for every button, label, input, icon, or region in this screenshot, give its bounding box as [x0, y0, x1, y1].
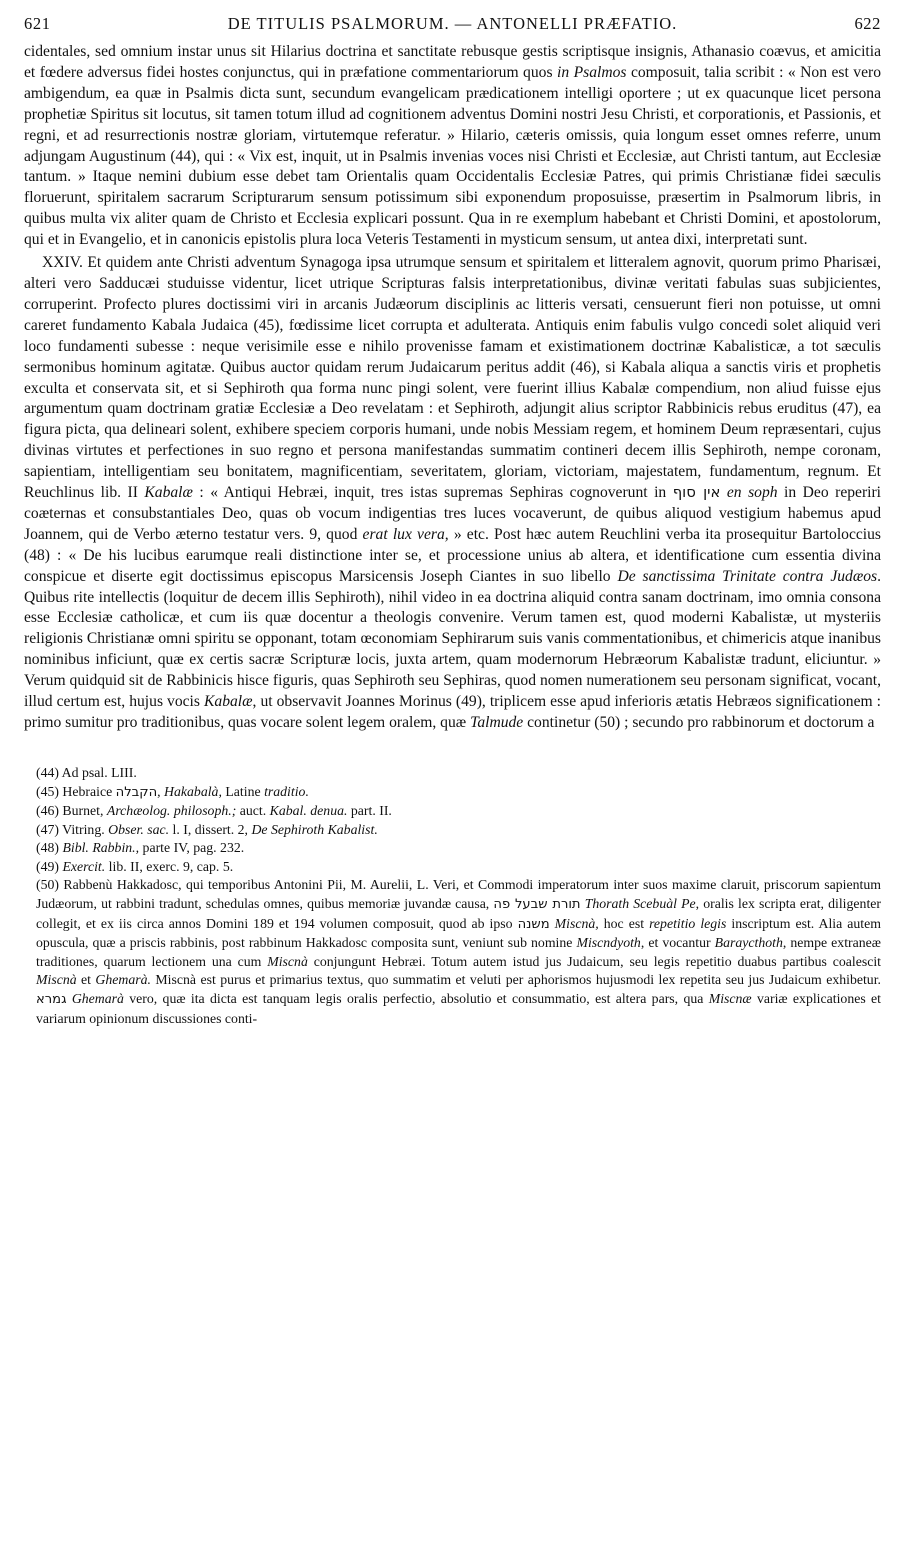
italic-run: Miscnà, [554, 915, 599, 931]
text-run: : « Antiqui Hebræi, inquit, tres istas supremas Sephiras cognoverunt in [192, 484, 673, 502]
italic-run: traditio. [264, 783, 309, 799]
italic-run: Thorath Scebuàl Pe [584, 896, 696, 912]
italic-run: Obser. sac. [108, 821, 170, 837]
text-run: , oralis lex scripta erat, diligenter collegit, et ex iis circa annos Domini 189 et 194 volumen composuit, quod ab ipso [36, 896, 881, 931]
italic-run: Kabal. denua. [269, 803, 348, 819]
italic-run: Kabalæ [204, 693, 253, 711]
text-run: (48) [36, 840, 63, 856]
italic-run: Exercit. [62, 858, 106, 874]
text-run: (44) Ad psal. LIII. [36, 764, 137, 780]
text-run: , et vocantur [640, 935, 715, 951]
running-title: DE TITULIS PSALMORUM. — ANTONELLI PRÆFATIO. [227, 14, 678, 33]
italic-run: Archæolog. philosoph.; [106, 803, 237, 819]
hebrew-word: תורת שבעל פה [493, 897, 581, 913]
footnote [24, 821, 881, 840]
hebrew-word: גמרא [36, 992, 67, 1008]
paragraph-continued [24, 42, 881, 251]
text-run: » etc. Post hæc autem Reuchlini verba ita prosequitur Bartoloccius (48) : « De his lucibus earumque reali distinctione inter se, et processione unius ab altera, et identificatione cum essentia divina conspicue et diserte egit doctissimus episcopus Marsicensis Joseph Ciantes in suo libello [24, 525, 881, 585]
italic-run: erat lux vera, [362, 525, 449, 543]
text-run: XXIV. Et quidem ante Christi adventum Synagoga ipsa utrumque sensum et spiritalem et litteralem agnovit, quorum primo Pharisæi, alteri vero Sadducæi studuisse videntur, licet utrique Scripturas falsis interpretationibus, divinæ veritati fabulas suas subjicientes, corruperint. Profecto plures doctissimi viri in arcanis Judæorum disciplinis ac litteris versati, censuerunt fieri non potuisse, ut omni careret fundamento Kabala Judaica (45), fœdissime licet corrupta et adulterata. Antiquis enim fabulis vulgo concedi solet aliquid veri loco fundamenti subesse : neque verisimile esse e nihilo provenisse famam et existimationem doctrinæ Kabalisticæ, a tot sæculis sermonibus hominum agitatæ. Quibus auctor quidam rerum Judaicarum peritus addit (46), si Kabala aliqua a sanctis viris et prophetis exculta et conservata sit, et si Sephiroth qua forma nunc pingi solent, vere fuerint illius Kabalæ compendium, non aliud fuisse ejus argumentum quam doctrinam gratiæ Ecclesiæ a Deo revelatam : et Sephiroth, adjungit alius scriptor Rabbinicis rebus eruditus (47), ea figura picta, qua delineari solent, exhibere speciem corporis humani, unde nobis Messiam regem, et hominem Deum repræsentari, cujus divinas virtutes et perfectiones in suo regno et persona manifestandas summatim contineri decem illis Sephiroth, nempe coronam, sapientiam, intelligentiam seu bonitatem, magnificentiam, severitatem, gloriam, victoriam, majestatem, fundamentum, regnum. Et Reuchlinus lib. II [24, 254, 881, 502]
text-run: in Deo reperiri coæternas et consubstantiales Deo, quas ob vocum indigentias tres luces vocaverunt, de quibus aliquod vestigium habemus apud Joannem, qui de Verbo æterno testatur vers. 9, quod [24, 484, 882, 543]
italic-run: Talmude [470, 714, 524, 731]
text-run: parte IV, pag. 232. [139, 840, 245, 856]
italic-run: repetitio legis [649, 915, 727, 931]
footnote [24, 876, 881, 1028]
text-run: auct. [236, 803, 270, 819]
italic-run: in Psalmos [557, 63, 627, 81]
text-run: (46) Burnet, [36, 803, 107, 819]
italic-run: De sanctissima Trinitate contra Judæos [617, 567, 878, 585]
footnotes [24, 764, 881, 1028]
italic-run: Ghemarà. [95, 972, 151, 988]
text-run: vero, quæ ita dicta est tanquam legis oralis perfectio, absolutio et consummatio, est altera pars, qua [123, 991, 709, 1007]
text-run: composuit, talia scribit : « Non est vero ambigendum, ea quæ in Psalmis dicta sunt, secundum evangelicam prædicationem intelligi oportere ; ut ex quacunque licet persona prophetiæ Spiritus sit locutus, sit tamen totum illud ad cognitionem adventus Domini nostri Jesu Christi, et corporationis, et Passionis, et regni, et ad resurrectionis nostræ gloriam, virtutemque referatur. » Hilario, cæteris omissis, quia longum esset omnes referre, unum adjungam Augustinum (44), qui : « Vix est, inquit, ut in Psalmis invenias voces nisi Christi et Ecclesiæ, aut Christi tantum, aut Ecclesiæ tantum. » Itaque nemini dubium esse debet tam Orientalis quam Occidentalis Ecclesiæ Patres, qui primis Christianæ fidei sæculis floruerunt, spiritalem sacrarum Scripturarum sensum potissimum sibi exponendum proposuisse, præsertim in Psalmorum libris, in quibus multa vix aliter quam de Christo et Ecclesia explicari possunt. Qua in re exemplum habebant et Christi Domini, et apostolorum, qui et in Evangelio, et in canonicis epistolis plura loca Veteris Testamenti in mysticum sensum, ut antea dixi, interpretati sunt. [24, 63, 882, 249]
italic-run: Kabalæ [144, 484, 193, 502]
paragraph-xxiv [24, 253, 881, 734]
text-run: hoc est [598, 915, 650, 931]
italic-run: Bibl. Rabbin., [62, 840, 140, 856]
text-run: (50) Rabbenù Hakkadosc, qui temporibus Antonini Pii, M. Aurelii, L. Veri, et Commodi imperatorum inter suos maxime claruit, priscorum sapientum Judæorum, ut rabbini tradunt, schedulas omnes, quibus memoriæ juvandæ causa, [36, 877, 881, 912]
text-run: variæ explicationes et variarum opinionum discussiones conti- [36, 991, 881, 1026]
hebrew-word: הקבלה [115, 784, 158, 800]
italic-run: Hakabalà, [164, 783, 222, 799]
italic-run: Miscnà [267, 953, 308, 969]
footnote [24, 783, 881, 803]
text-run: cidentales, sed omnium instar unus sit Hilarius doctrina et sanctitate rebusque gestis scriptisque insignis, Athanasio coævus, et amicitia et fœdere adversus fidei hostes conjunctus, qui in præfatione commentariorum quos [24, 43, 881, 81]
text-run: l. I, dissert. 2, [169, 821, 252, 837]
text-run: lib. II, exerc. 9, cap. 5. [105, 858, 234, 874]
footnote [24, 858, 881, 877]
italic-run: Baraycthoth [714, 935, 783, 951]
text-run: (49) [36, 858, 63, 874]
italic-run: Miscnà [36, 972, 77, 988]
footnote [24, 802, 881, 821]
text-run: Latine [221, 783, 265, 799]
text-run: inscriptum est. Alia autem opuscula, quæ a priscis rabbinis, post rabbinum Hakkadosc composita sunt, veniunt sub nomine [36, 915, 881, 951]
italic-run: Ghemarà [71, 991, 124, 1007]
text-run: , ut observavit Joannes Morinus (49), triplicem esse apud inferioris ætatis Hebræos significationem : primo sumitur pro traditionibus, quas vocare solent legem oralem, quæ [24, 693, 881, 731]
text-run: Miscnà est purus et primarius textus, quo summatim et veluti per aphorismos hujusmodi lex repetita seu jus Judaicum exhibetur. [151, 972, 881, 988]
hebrew-word: אין סוף [672, 484, 721, 502]
text-run: part. II. [347, 803, 392, 819]
footnote [24, 839, 881, 858]
right-page-number: 622 [854, 14, 881, 33]
text-run: . Quibus rite intellectis (loquitur de decem illis Sephiroth), nihil video in ea doctrina aliquid contra sanam doctrinam, imo omnia consona esse Ecclesiæ catholicæ, et cum iis quæ docentur a theologis convenire. Verum tamen est, quod moderni Kabalistæ, ut mysteriis religionis Christianæ omni spiritu se opponant, totam œconomiam Sephirarum suis vanis commentationibus, et chimericis atque inanibus nominibus inficiunt, quæ ex certis sacræ Scripturæ locis, juxta artem, quam modernorum Hebræorum Kabalistæ tradunt, eliciuntur. » Verum quidquid sit de Rabbinicis hisce figuris, quas Sephiroth seu Sephiras, quod nomen numerationem seu personam significat, vocant, illud certum est, hujus vocis [24, 567, 882, 711]
text-run: (45) Hebraice [36, 783, 116, 799]
italic-run: Miscnæ [708, 991, 752, 1007]
italic-run: en soph [726, 484, 778, 502]
running-header [24, 14, 881, 42]
text-run: (47) Vitring. [36, 821, 109, 837]
footnote [24, 764, 881, 783]
italic-run: Miscndyoth [576, 935, 641, 951]
text-run: , [157, 783, 165, 799]
text-run: et [76, 972, 96, 988]
text-run: conjungunt Hebræi. Totum autem istud jus Judaicum, seu legis repetitio duabus partibus coalescit [307, 953, 882, 969]
hebrew-word: משנה [517, 916, 550, 932]
italic-run: De Sephiroth Kabalist. [251, 821, 378, 837]
left-page-number: 621 [24, 14, 51, 33]
text-run: , nempe extraneæ traditiones, quarum lectionem una cum [36, 935, 881, 969]
text-run: continetur (50) ; secundo pro rabbinorum et doctorum a [523, 714, 875, 731]
main-text [24, 42, 881, 734]
